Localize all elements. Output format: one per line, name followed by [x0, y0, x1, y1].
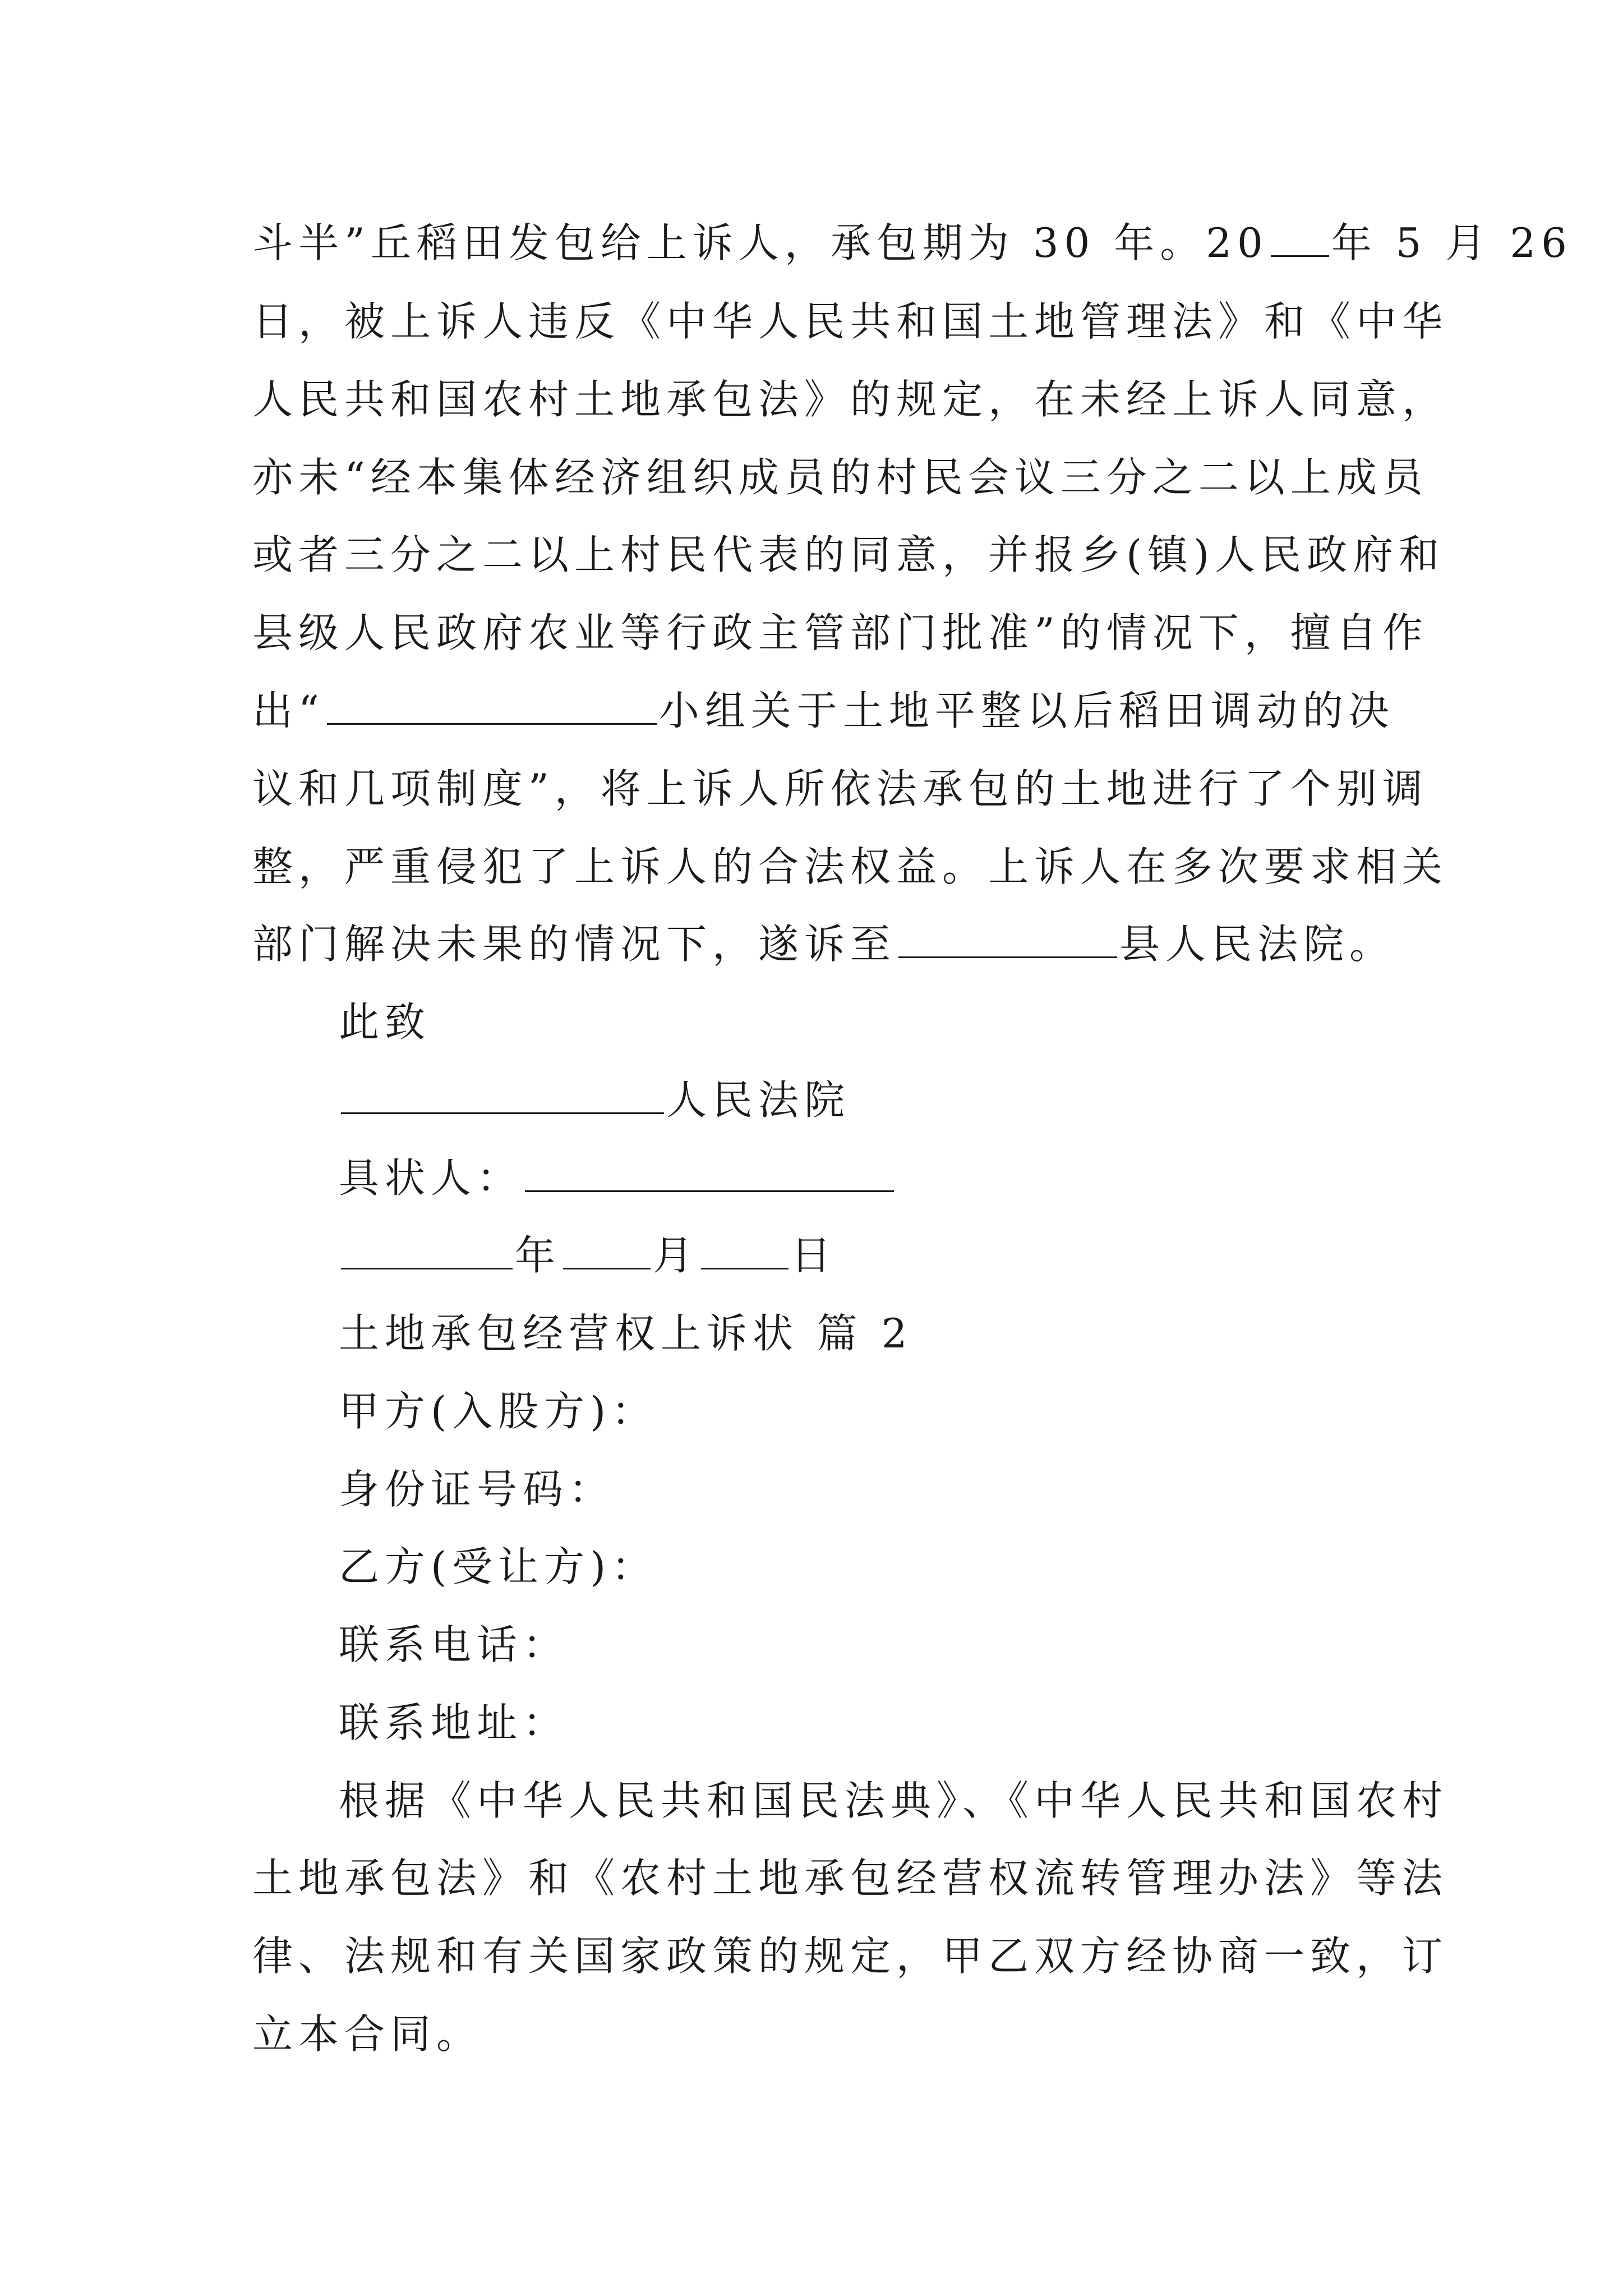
court-line — [339, 1072, 850, 1128]
paragraph1-line10 — [252, 916, 1395, 972]
month-blank — [563, 1227, 651, 1269]
paragraph2-line3: 律、法规和有关国家政策的规定，甲乙双方经协商一致，订 — [252, 1932, 1449, 1980]
fill-in-blank — [1271, 215, 1329, 257]
text-segment: 出“ — [252, 687, 325, 734]
paragraph1-line1 — [252, 215, 1573, 271]
paragraph1-line7 — [252, 683, 1395, 739]
paragraph1-line6: 县级人民政府农业等行政主管部门批准”的情况下，擅自作 — [252, 609, 1428, 656]
fill-in-blank — [525, 1150, 894, 1192]
text-segment: 小组关于土地平整以后稻田调动的决 — [658, 687, 1395, 734]
id-number-label: 身份证号码： — [339, 1466, 615, 1513]
court-suffix: 人民法院 — [666, 1076, 851, 1124]
fill-in-blank — [341, 1072, 664, 1114]
party-b-label: 乙方(受让方)： — [339, 1543, 658, 1590]
day-blank — [701, 1227, 789, 1269]
paragraph1-line2: 日，被上诉人违反《中华人民共和国土地管理法》和《中华 — [252, 298, 1449, 345]
date-line — [339, 1227, 837, 1283]
text-segment: 年 5 月 26 — [1331, 219, 1573, 266]
fill-in-blank — [898, 916, 1117, 958]
day-label: 日 — [791, 1232, 837, 1279]
phone-label: 联系电话： — [339, 1621, 569, 1668]
paragraph2-line4: 立本合同。 — [252, 2010, 483, 2058]
month-label: 月 — [653, 1232, 699, 1279]
address-label: 联系地址： — [339, 1699, 569, 1746]
signer-line — [339, 1150, 896, 1206]
paragraph2-line1: 根据《中华人民共和国民法典》、《中华人民共和国农村 — [339, 1777, 1449, 1824]
fill-in-blank — [327, 683, 657, 725]
signer-label: 具状人： — [339, 1154, 523, 1202]
year-blank — [341, 1227, 513, 1269]
paragraph2-line2: 土地承包法》和《农村土地承包经营权流转管理办法》等法 — [252, 1855, 1449, 1902]
section2-title: 土地承包经营权上诉状 篇 2 — [339, 1310, 913, 1357]
text-segment: 县人民法院。 — [1119, 921, 1396, 968]
paragraph1-line3: 人民共和国农村土地承包法》的规定，在未经上诉人同意， — [252, 376, 1449, 423]
paragraph1-line9: 整，严重侵犯了上诉人的合法权益。上诉人在多次要求相关 — [252, 843, 1449, 890]
paragraph1-line4: 亦未“经本集体经济组织成员的村民会议三分之二以上成员 — [252, 454, 1428, 501]
party-a-label: 甲方(入股方)： — [339, 1388, 658, 1435]
paragraph1-line5: 或者三分之二以上村民代表的同意，并报乡(镇)人民政府和 — [252, 531, 1445, 578]
year-label: 年 — [515, 1232, 561, 1279]
text-segment: 部门解决未果的情况下，遂诉至 — [252, 921, 897, 968]
salutation: 此致 — [339, 999, 431, 1046]
paragraph1-line8: 议和几项制度”，将上诉人所依法承包的土地进行了个别调 — [252, 765, 1428, 812]
text-segment: 斗半”丘稻田发包给上诉人，承包期为 30 年。20 — [252, 219, 1269, 266]
